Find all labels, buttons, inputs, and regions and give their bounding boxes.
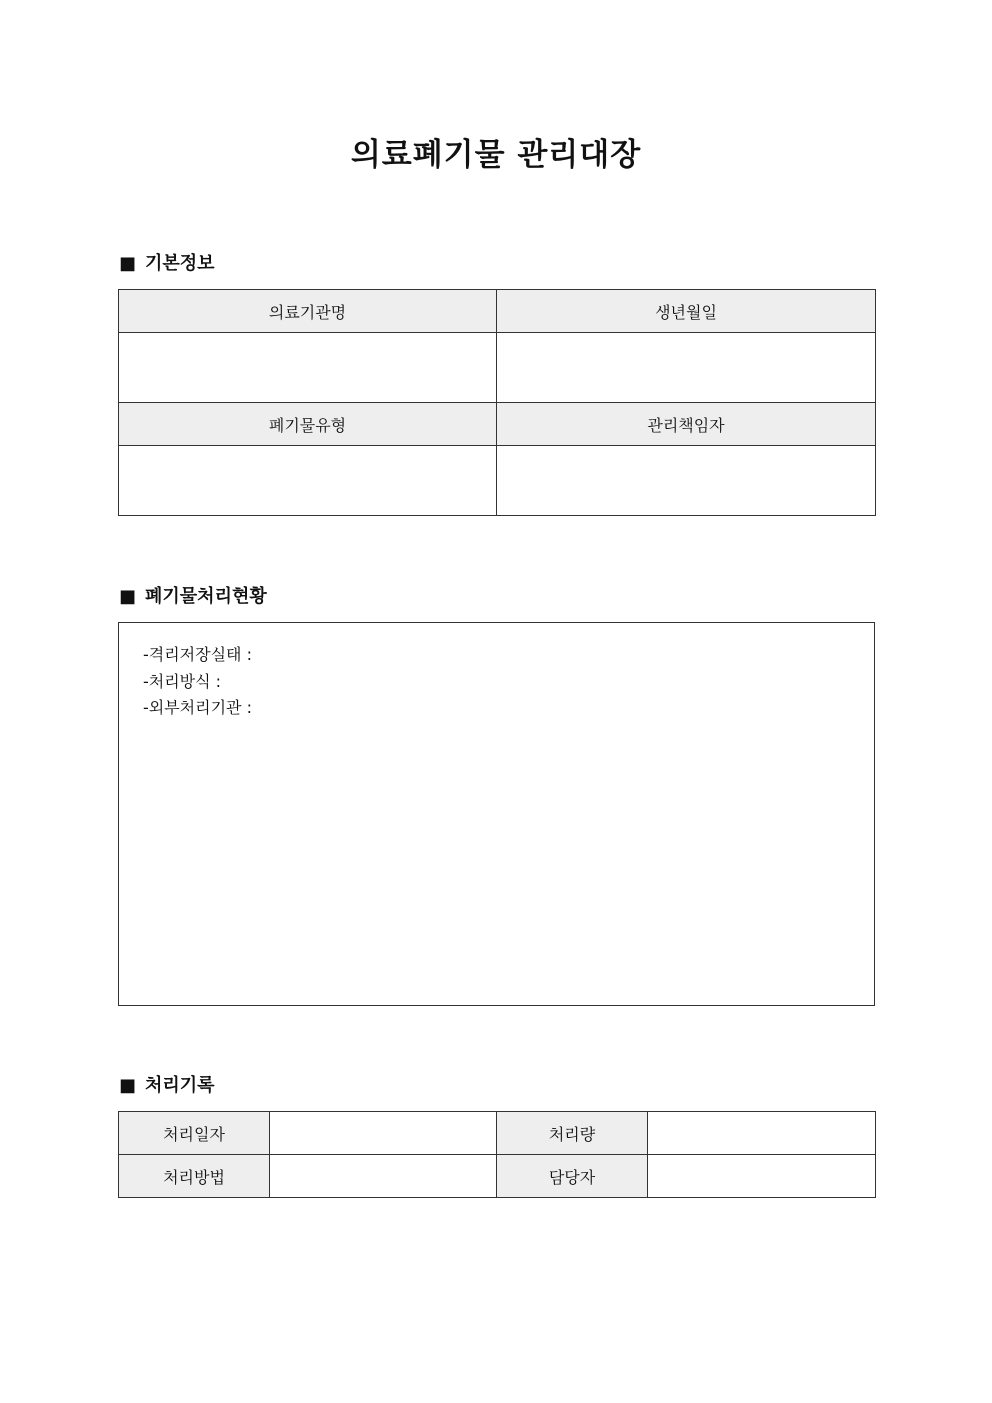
process-amount-field[interactable] (648, 1112, 876, 1155)
process-method-field[interactable] (270, 1155, 497, 1198)
square-bullet-icon: ■ (119, 253, 137, 274)
processing-method-line: -처리방식 : (143, 671, 222, 691)
table-row (119, 1112, 876, 1155)
table-row (119, 290, 876, 333)
header-birth-date: 생년월일 (497, 290, 876, 333)
manager-field[interactable] (497, 446, 876, 516)
process-date-field[interactable] (270, 1112, 497, 1155)
basic-info-table (118, 289, 876, 516)
section-title-waste-status (119, 585, 267, 609)
square-bullet-icon: ■ (119, 586, 137, 607)
header-process-date: 처리일자 (119, 1112, 270, 1155)
institution-name-field[interactable] (119, 333, 497, 403)
page-title: 의료폐기물 관리대장 (350, 137, 642, 173)
section-basic-label: 기본정보 (145, 253, 215, 274)
header-institution-name: 의료기관명 (119, 290, 497, 333)
external-facility-line: -외부처리기관 : (143, 698, 252, 717)
table-row (119, 446, 876, 516)
table-row (119, 333, 876, 403)
birth-date-field[interactable] (497, 333, 876, 403)
records-table (118, 1111, 876, 1198)
waste-type-field[interactable] (119, 446, 497, 516)
section-title-basic-info (119, 252, 215, 276)
section-title-records (119, 1074, 215, 1098)
table-row (119, 1155, 876, 1198)
header-process-amount: 처리량 (497, 1112, 648, 1155)
square-bullet-icon: ■ (119, 1075, 137, 1096)
section-records-label: 처리기록 (145, 1075, 215, 1096)
header-person-in-charge: 담당자 (497, 1155, 648, 1198)
waste-status-box[interactable] (118, 622, 875, 1006)
isolation-storage-line: -격리저장실태 : (143, 645, 252, 664)
header-process-method: 처리방법 (119, 1155, 270, 1198)
header-waste-type: 폐기물유형 (119, 403, 497, 446)
person-in-charge-field[interactable] (648, 1155, 876, 1198)
section-status-label: 폐기물처리현황 (145, 586, 267, 607)
status-lines (143, 642, 252, 722)
header-manager: 관리책임자 (497, 403, 876, 446)
table-row (119, 403, 876, 446)
